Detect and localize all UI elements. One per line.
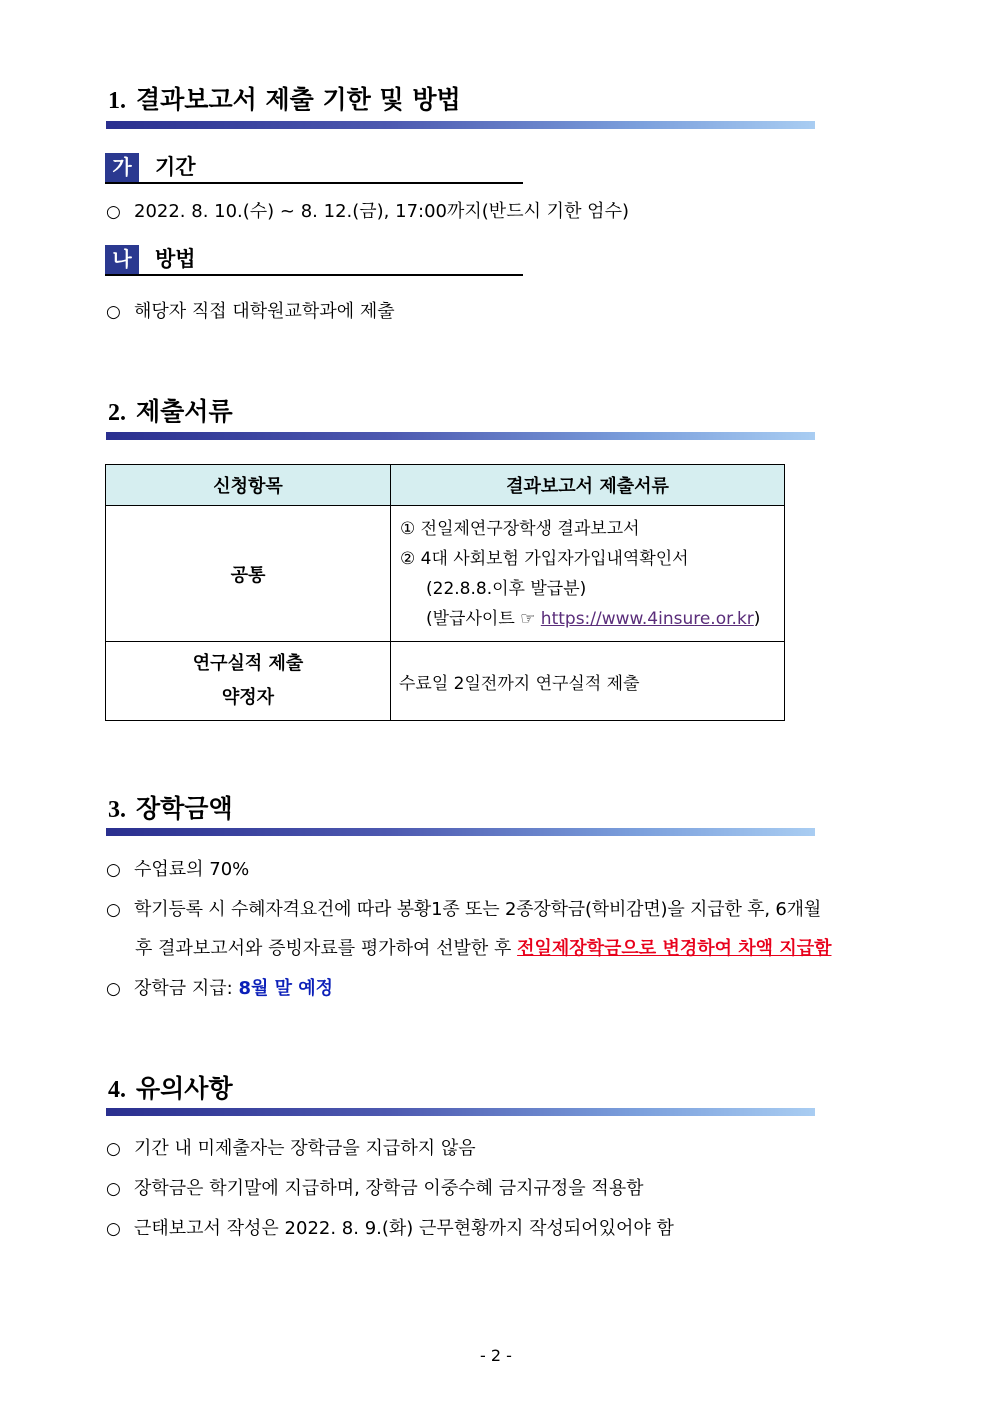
circle-bullet-icon: ○ [106, 1139, 121, 1159]
highlight-text-blue: 8월 말 예정 [238, 978, 334, 999]
list-item: ① 전일제연구장학생 결과보고서 [400, 518, 640, 539]
section-divider [106, 1108, 815, 1116]
bullet-item [106, 898, 821, 922]
circle-bullet-icon: ○ [106, 900, 121, 920]
site-suffix: ) [753, 608, 761, 629]
section-divider [106, 828, 815, 836]
circle-bullet-icon: ○ [106, 1179, 121, 1199]
list-item-note: (22.8.8.이후 발급분) [426, 578, 587, 599]
bullet-item [106, 1137, 476, 1161]
subheading-label: 기간 [155, 155, 196, 179]
table-cell-content [391, 506, 785, 642]
bullet-text: 장학금은 학기말에 지급하며, 장학금 이중수혜 금지규정을 적용함 [134, 1178, 644, 1199]
section-number: 1. [108, 88, 126, 114]
bullet-item [106, 977, 333, 1001]
bullet-text: 장학금 지급: [134, 978, 239, 999]
bullet-continuation [135, 937, 832, 961]
subheading-marker: 가 [105, 153, 139, 182]
section-title-text: 유의사항 [136, 1074, 233, 1103]
table-row [106, 642, 785, 721]
table-cell-label: 공통 [106, 506, 391, 642]
table-header-cell: 신청항목 [106, 465, 391, 506]
table-header-row [106, 465, 785, 506]
bullet-item [106, 1217, 674, 1241]
section-title-text: 장학금액 [136, 794, 233, 823]
section-number: 4. [108, 1077, 126, 1103]
continuation-text: 후 결과보고서와 증빙자료를 평가하여 선발한 후 [135, 938, 518, 959]
table-cell-label [106, 642, 391, 721]
issue-site-link[interactable]: https://www.4insure.or.kr [540, 608, 754, 629]
subheading-period [105, 153, 523, 184]
section-number: 2. [108, 400, 126, 426]
bullet-item [106, 200, 629, 224]
page-number: - 2 - [480, 1346, 512, 1365]
circle-bullet-icon: ○ [106, 202, 121, 222]
section-3-title [108, 789, 233, 825]
bullet-text: 근태보고서 작성은 2022. 8. 9.(화) 근무현황까지 작성되어있어야 함 [134, 1218, 674, 1239]
section-title-text: 결과보고서 제출 기한 및 방법 [136, 85, 461, 114]
site-prefix: (발급사이트 ☞ [426, 608, 541, 629]
bullet-text: 학기등록 시 수혜자격요건에 따라 봉황1종 또는 2종장학금(학비감면)을 지급한 후, 6개월 [134, 899, 822, 920]
subheading-marker: 나 [105, 245, 139, 274]
section-4-title [108, 1069, 233, 1105]
circle-bullet-icon: ○ [106, 302, 121, 322]
table-header-cell: 결과보고서 제출서류 [391, 465, 785, 506]
table-row [106, 506, 785, 642]
label-line: 약정자 [221, 687, 275, 708]
circle-bullet-icon: ○ [106, 1219, 121, 1239]
bullet-text: 기간 내 미제출자는 장학금을 지급하지 않음 [134, 1138, 476, 1159]
subheading-label: 방법 [155, 247, 196, 271]
section-divider [106, 432, 815, 440]
highlight-text-red: 전일제장학금으로 변경하여 차액 지급함 [517, 938, 832, 959]
table-cell-content: 수료일 2일전까지 연구실적 제출 [391, 642, 785, 721]
document-list [392, 508, 783, 640]
bullet-item [106, 300, 395, 324]
bullet-item [106, 1177, 644, 1201]
list-item: ② 4대 사회보험 가입자가입내역확인서 [400, 548, 689, 569]
issue-site-line [400, 604, 775, 634]
section-2-title [108, 392, 233, 428]
circle-bullet-icon: ○ [106, 979, 121, 999]
bullet-item [106, 858, 249, 882]
subheading-method [105, 245, 523, 276]
label-line: 연구실적 제출 [192, 653, 304, 674]
section-divider [106, 121, 815, 129]
section-1-title [108, 80, 461, 116]
circle-bullet-icon: ○ [106, 860, 121, 880]
documents-table [105, 464, 785, 721]
bullet-text: 수업료의 70% [134, 859, 250, 880]
section-title-text: 제출서류 [136, 397, 233, 426]
bullet-text: 해당자 직접 대학원교학과에 제출 [134, 301, 395, 322]
section-number: 3. [108, 797, 126, 823]
bullet-text: 2022. 8. 10.(수) ~ 8. 12.(금), 17:00까지(반드시 기한 엄수) [134, 201, 629, 222]
